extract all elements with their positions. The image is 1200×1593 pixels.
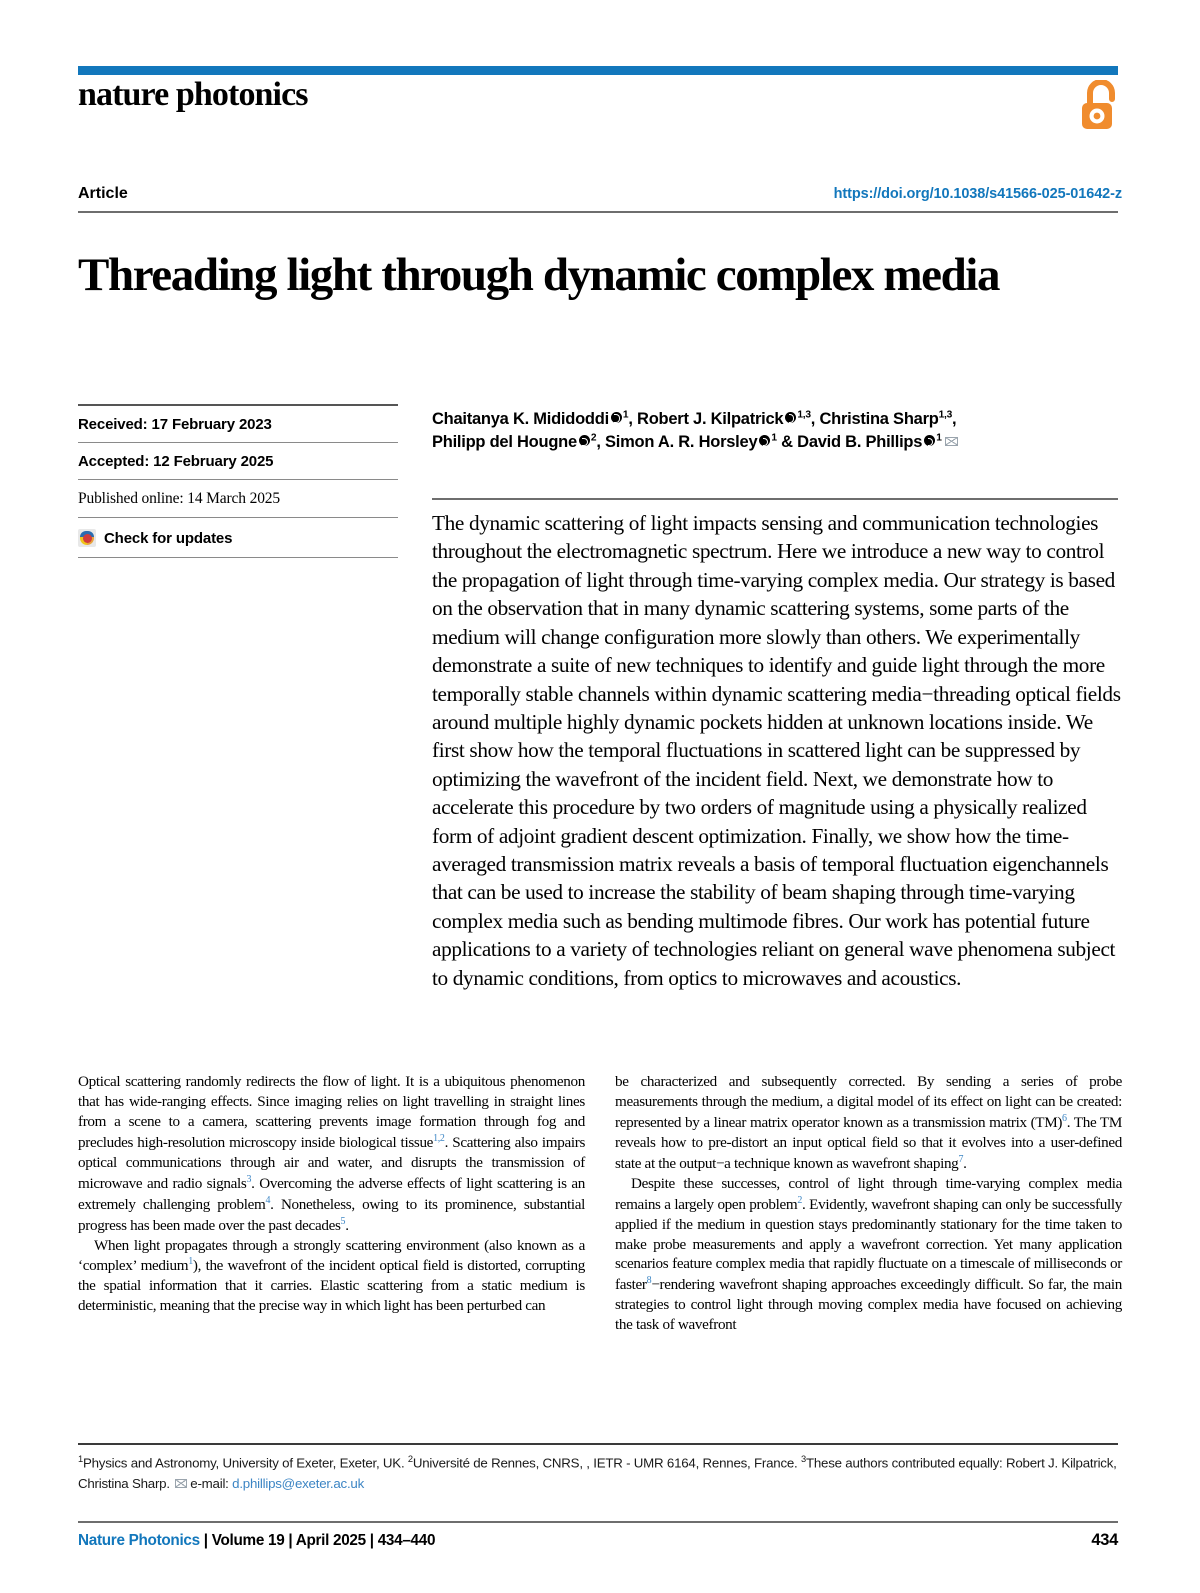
citation-ref[interactable]: 1,2 (433, 1132, 445, 1144)
author-separator: , Christina Sharp (810, 410, 939, 428)
citation-ref[interactable]: 7 (958, 1153, 964, 1165)
citation-ref[interactable]: 4 (265, 1194, 271, 1206)
abstract-divider (432, 498, 1118, 500)
page-number: 434 (1091, 1531, 1118, 1549)
footer-citation-detail: | Volume 19 | April 2025 | 434–440 (199, 1532, 436, 1549)
affiliation-text: Université de Rennes, CNRS, , IETR - UMR 6164, Rennes, France. (412, 1455, 802, 1471)
paragraph-text: ), the wavefront of the incident optical field is distorted, corrupting the spatial information that it carries. Elastic scattering from a static medium is deterministic, meaning that the precise way in which light has been perturbed can (78, 1257, 585, 1315)
author-affiliation-ref: 2 (590, 432, 597, 444)
author-affiliation-ref: 1 (936, 432, 942, 444)
paragraph-text: . Nonetheless, owing to its prominence, substantial progress has been made over the past decades (78, 1195, 586, 1234)
paragraph-text: . Evidently, wavefront shaping can only be successfully applied if the medium in question stays predominantly stationary for the time taken to make probe measurements and apply a wavefront correction. Yet many application scenarios feature complex media that rapidly fluctuate on a timescale of milliseconds or faster (615, 1195, 1122, 1294)
journal-masthead: nature photonics (78, 76, 308, 113)
author-separator: , Robert J. Kilpatrick (628, 410, 784, 428)
citation-ref[interactable]: 5 (340, 1215, 346, 1227)
header-divider (78, 211, 1118, 213)
page-title: Threading light through dynamic complex media (78, 249, 1000, 302)
paragraph-text: −rendering wavefront shaping approaches exceedingly difficult. So far, the main strategies to control light through moving complex media have focused on achieving the task of wavefront (615, 1276, 1122, 1334)
author-affiliation-ref: 1,3 (938, 409, 953, 421)
published-date: Published online: 14 March 2025 (78, 490, 280, 507)
author-affiliation-ref: 1 (622, 409, 629, 421)
accepted-date: Accepted: 12 February 2025 (78, 453, 274, 470)
orcid-icon[interactable] (924, 435, 935, 446)
paragraph-text: When light propagates through a strongly scattering environment (also known as a ‘complex’ medium (78, 1236, 585, 1275)
footer-divider (78, 1521, 1118, 1523)
footer-citation (78, 1532, 435, 1550)
paragraph-text: . (963, 1154, 967, 1172)
email-label: e-mail: (190, 1475, 233, 1491)
citation-ref[interactable]: 6 (1062, 1112, 1067, 1124)
citation-ref[interactable]: 1 (188, 1256, 193, 1268)
paragraph (615, 1174, 1122, 1335)
body-column-right (615, 1072, 1122, 1412)
author-separator: , (952, 410, 957, 428)
citation-ref[interactable]: 3 (246, 1173, 252, 1185)
masthead-accent-bar (78, 66, 1118, 75)
body-columns (78, 1072, 1122, 1412)
author-list (432, 408, 1118, 455)
affiliation-text: These authors contributed equally: Robert J. Kilpatrick, Christina Sharp. (78, 1455, 1117, 1491)
affiliation-text: Physics and Astronomy, University of Exeter, Exeter, UK. (82, 1455, 408, 1471)
author-affiliation-ref: 1 (771, 432, 777, 444)
paragraph-text: . Scattering also impairs optical communications through air and water, and disrupts the transmission of microwave and radio signals (78, 1133, 585, 1192)
paragraph (615, 1072, 1122, 1174)
author-separator: & David B. Phillips (776, 433, 923, 452)
check-for-updates-label: Check for updates (104, 529, 233, 547)
affiliation-marker: 2 (407, 1454, 413, 1464)
footer-journal-name[interactable]: Nature Photonics (78, 1532, 200, 1549)
affiliation-marker: 1 (78, 1454, 83, 1464)
author-separator: , Simon A. R. Horsley (596, 433, 758, 452)
page-footer (78, 1531, 1118, 1550)
paragraph-text: Optical scattering randomly redirects the flow of light. It is a ubiquitous phenomenon that has wide-ranging effects. Since imaging relies on light travelling in straight lines from a scene to a camera, scattering prevents image formation through fog and precludes high-resolution microscopy inside biological tissue (78, 1073, 585, 1151)
author-name: Philipp del Hougne (432, 433, 577, 452)
meta-divider (78, 557, 398, 558)
orcid-icon[interactable] (611, 412, 622, 423)
orcid-icon[interactable] (759, 435, 770, 446)
paragraph (78, 1236, 585, 1317)
paragraph-text: Despite these successes, control of light through time-varying complex media remains a largely open problem (615, 1174, 1122, 1213)
article-type-label: Article (78, 185, 128, 202)
orcid-icon[interactable] (785, 412, 796, 423)
citation-ref[interactable]: 2 (797, 1194, 803, 1206)
corresponding-author-envelope-icon[interactable] (945, 437, 958, 447)
check-for-updates-button[interactable] (78, 518, 398, 557)
body-column-left (78, 1072, 585, 1412)
citation-ref[interactable]: 8 (646, 1275, 652, 1287)
paragraph-text: be characterized and subsequently corrected. By sending a series of probe measurements through the medium, a digital model of its effect on light can be created: represented by a linear matrix operator known as a transmission matrix (TM) (615, 1073, 1122, 1131)
paragraph-text: . The TM reveals how to pre-distort an input optical field so that it evolves into a user-defined state at the output−a technique known as wavefront shaping (615, 1113, 1122, 1172)
envelope-icon (175, 1479, 187, 1488)
paragraph-text: . Overcoming the adverse effects of light scattering is an extremely challenging problem (78, 1174, 585, 1213)
author-affiliation-ref: 1,3 (797, 409, 811, 421)
abstract-text: The dynamic scattering of light impacts sensing and communication technologies throughout the electromagnetic spectrum. Here we introduce a new way to control the propagation of light through time-varying complex media. Our strategy is based on the observation that in many dynamic scattering systems, some parts of the medium will change configuration more slowly than others. We experimentally demonstrate a suite of new techniques to identify and guide light through the more temporally stable channels within dynamic scattering media−threading optical fields around multiple highly dynamic pockets hidden at unknown locations inside. We first show how the temporal fluctuations in scattered light can be suppressed by optimizing the wavefront of the incident field. Next, we demonstrate how to accelerate this procedure by two orders of magnitude using a physically realized form of adjoint gradient descent optimization. Finally, we show how the time-averaged transmission matrix reveals a basis of temporal fluctuation eigenchannels that can be used to increase the stability of beam shaping through time-varying complex media such as bending multimode fibres. Our work has potential future applications to a variety of technologies reliant on general wave phenomena subject to dynamic conditions, from optics to microwaves and acoustics. (432, 511, 1121, 990)
paragraph-text: . (345, 1216, 349, 1234)
affiliation-marker: 3 (801, 1454, 806, 1464)
paragraph (78, 1072, 585, 1236)
article-metadata (78, 404, 398, 558)
email-link[interactable]: d.phillips@exeter.ac.uk (232, 1475, 365, 1491)
open-lock-icon (1078, 80, 1122, 132)
received-date: Received: 17 February 2023 (78, 416, 272, 433)
orcid-icon[interactable] (579, 435, 590, 446)
crossmark-icon (78, 529, 96, 547)
doi-link[interactable]: https://doi.org/10.1038/s41566-025-01642-z (833, 186, 1122, 202)
footnote-divider (78, 1443, 1118, 1445)
author-name: Chaitanya K. Mididoddi (432, 410, 609, 428)
affiliations-footnote (78, 1452, 1118, 1494)
